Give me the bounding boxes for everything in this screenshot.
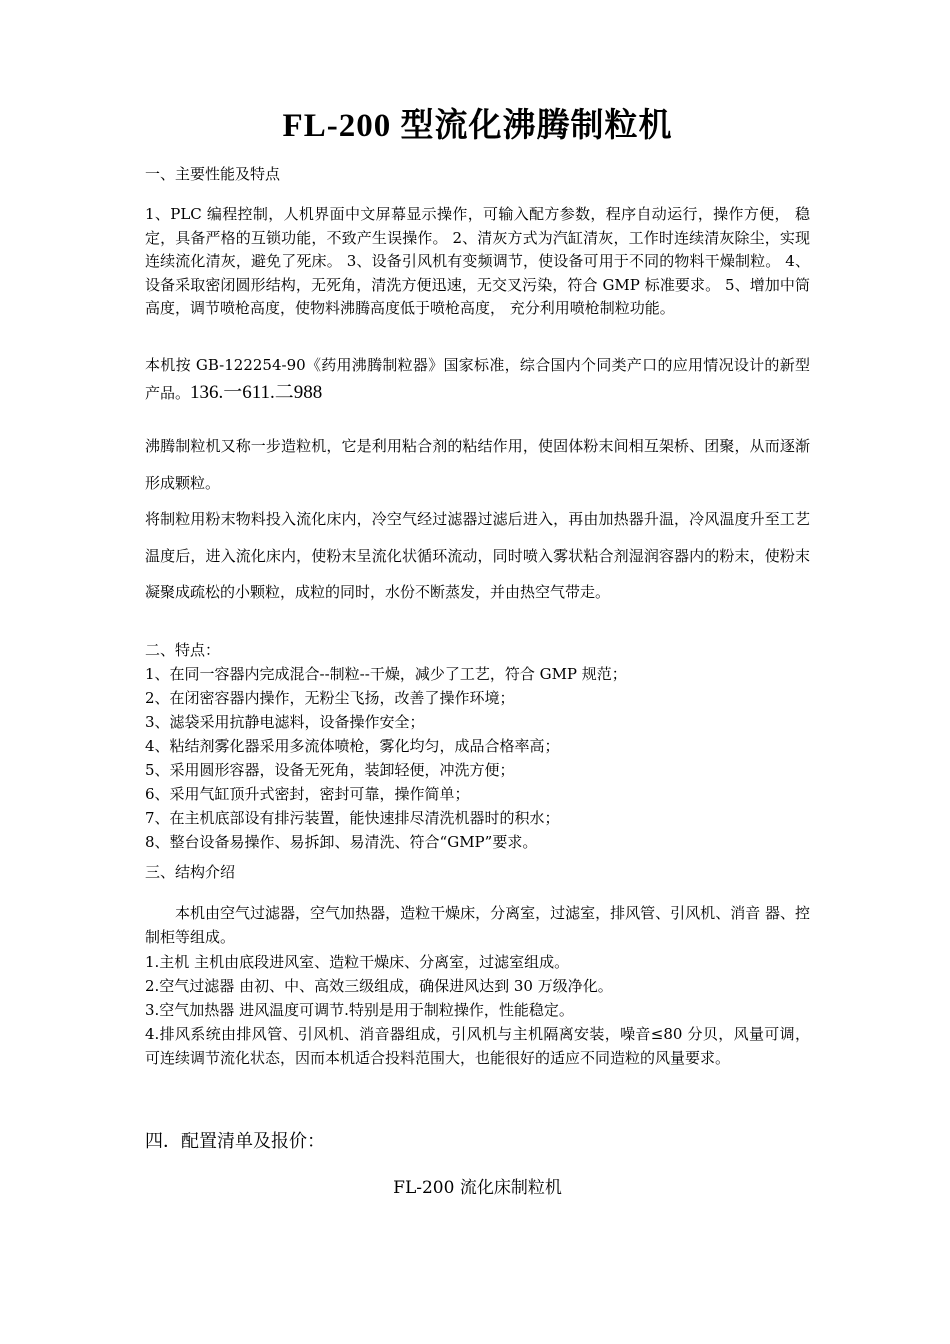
list-item: 3、滤袋采用抗静电滤料，设备操作安全； (145, 713, 425, 731)
section1-paragraph2 (145, 352, 810, 407)
phone-number: 136.一611.二988 (190, 382, 323, 403)
list-item: 7、在主机底部设有排污装置，能快速排尽清洗机器时的积水； (145, 809, 560, 827)
section3-heading: 三、结构介绍 (145, 863, 236, 881)
list-item: 1.主机 主机由底段进风室、造粒干燥床、分离室，过滤室组成。 (145, 953, 570, 971)
list-item: 5、采用圆形容器，设备无死角，装卸轻便，冲洗方便； (145, 761, 515, 779)
description-paragraph-1: 沸腾制粒机又称一步造粒机，它是利用粘合剂的粘结作用，使固体粉末间相互架桥、团聚，从而逐渐形成颗粒。 (145, 437, 810, 492)
list-item: 3.空气加热器 进风温度可调节.特别是用于制粒操作，性能稳定。 (145, 1001, 574, 1019)
list-item: 4.排风系统由排风管、引风机、消音器组成，引风机与主机隔离安装，噪音≤80 分贝，风量可调， 可连续调节流化状态，因而本机适合投料范围大，也能很好的适应不同造粒的风量要求。 (145, 1025, 810, 1067)
section1-paragraph: 1、PLC 编程控制，人机界面中文屏幕显示操作，可输入配方参数，程序自动运行，操作方便， 稳定，具备严格的互锁功能，不致产生误操作。 2、清灰方式为汽缸清灰，工作时连续清灰除尘，实现连续流化清灰，避免了死床。 3、设备引风机有变频调节，使设备可用于不同的物料干燥制粒。 4、设备采取密闭圆形结构，无死角，清洗方便迅速，无交叉污染，符合 GMP 标准要求。 5、增加中筒高度，调节喷枪高度，使物料沸腾高度低于喷枪高度， 充分利用喷枪制粒功能。 (145, 205, 810, 317)
section2-heading: 二、特点： (145, 641, 221, 659)
page-title: FL-200 型流化沸腾制粒机 (282, 108, 673, 144)
list-item: 2.空气过滤器 由初、中、高效三级组成，确保进风达到 30 万级净化。 (145, 977, 613, 995)
standard-text: 本机按 GB-122254-90《药用沸腾制粒器》国家标准，综合国内个同类产口的应用情况设计的新型产品。 (145, 356, 810, 402)
list-item: 2、在闭密容器内操作，无粉尘飞扬，改善了操作环境； (145, 689, 515, 707)
list-item: 6、采用气缸顶升式密封，密封可靠，操作简单； (145, 785, 470, 803)
section3-intro: 本机由空气过滤器，空气加热器，造粒干燥床，分离室，过滤室，排风管、引风机、消音 器、控制柜等组成。 (145, 904, 810, 946)
list-item: 4、粘结剂雾化器采用多流体喷枪，雾化均匀，成品合格率高； (145, 737, 560, 755)
description-paragraph-2: 将制粒用粉末物料投入流化床内，冷空气经过滤器过滤后进入，再由加热器升温，冷风温度升至工艺温度后，进入流化床内，使粉末呈流化状循环流动，同时喷入雾状粘合剂湿润容器内的粉末，使粉末凝聚成疏松的小颗粒，成粒的同时，水份不断蒸发，并由热空气带走。 (145, 510, 810, 602)
section4-subtitle: FL-200 流化床制粒机 (393, 1178, 562, 1198)
section2-list (145, 662, 810, 854)
section1-heading: 一、主要性能及特点 (145, 165, 281, 183)
list-item: 8、整台设备易操作、易拆卸、易清洗、符合“GMP”要求。 (145, 833, 538, 851)
list-item: 1、在同一容器内完成混合--制粒--干燥，减少了工艺，符合 GMP 规范； (145, 665, 627, 683)
section3-list (145, 950, 810, 1070)
section4-heading: 四．配置清单及报价： (145, 1131, 325, 1152)
